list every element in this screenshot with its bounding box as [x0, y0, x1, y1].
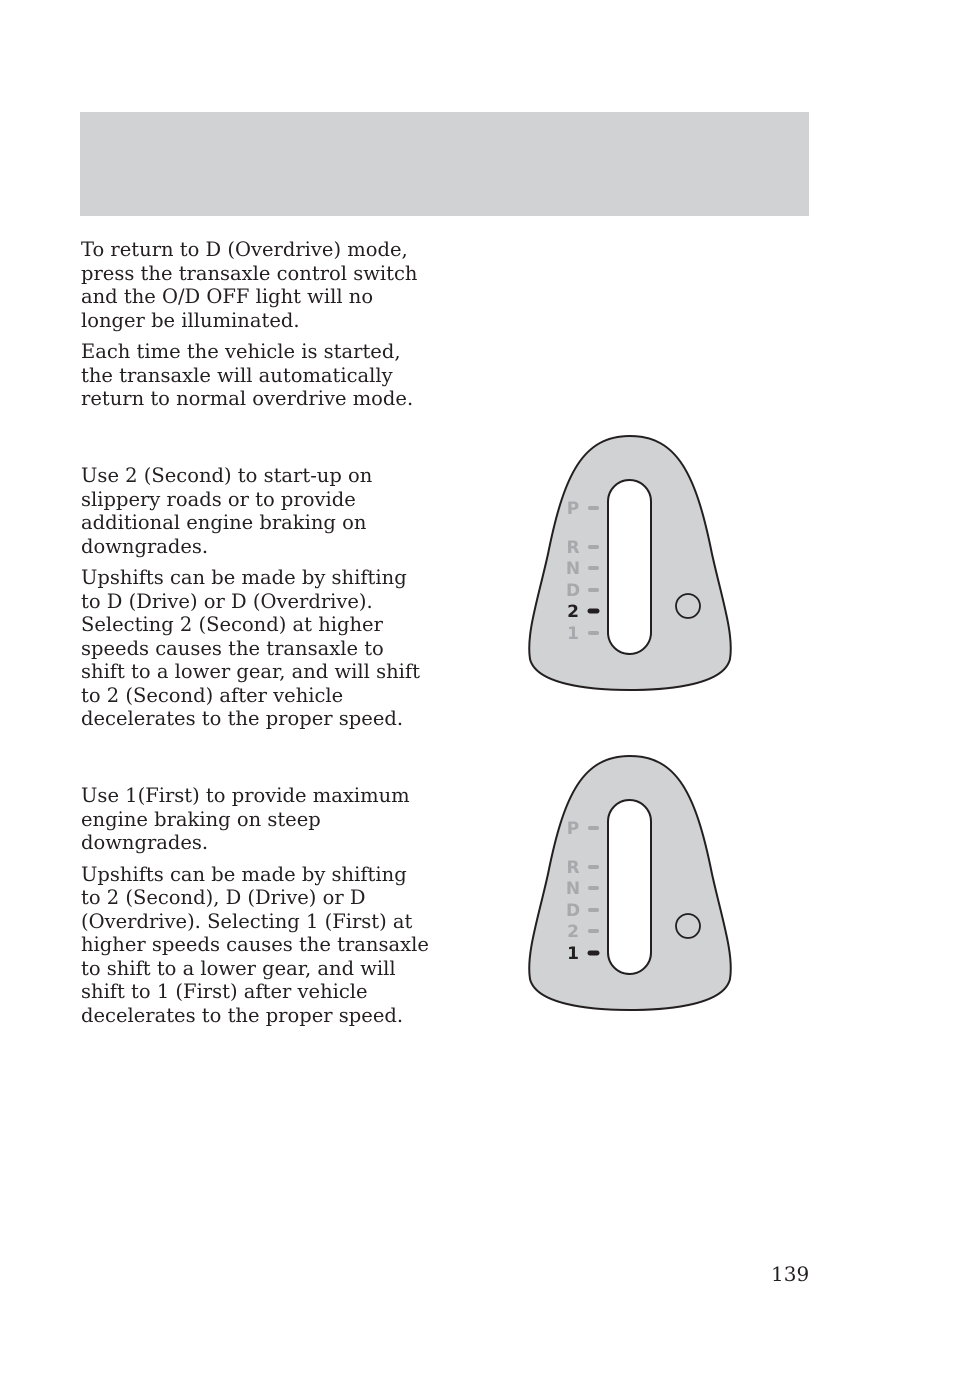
first-gear-section [81, 784, 431, 1035]
paragraph: To return to D (Overdrive) mode, press the transaxle control switch and the O/D OFF light will no longer be illuminated. [81, 238, 418, 332]
gear-label-2: 2 [567, 602, 579, 622]
overdrive-return-section [81, 238, 431, 419]
paragraph: Upshifts can be made by shifting to D (Drive) or D (Overdrive). Selecting 2 (Second) at higher speeds causes the transaxle to shift to a lower gear, and will shift to 2 (Second) after vehicle decelerates to the proper speed. [81, 566, 420, 730]
gear-label-D: D [565, 901, 581, 921]
gear-selector-illustration-first [528, 754, 732, 1012]
paragraph: Use 2 (Second) to start-up on slippery roads or to provide additional engine braking on downgrades. [81, 464, 373, 558]
gear-label-D: D [565, 581, 581, 601]
gear-selector-diagram [528, 754, 732, 1012]
gear-label-R: R [566, 858, 580, 878]
gear-label-R: R [566, 538, 580, 558]
second-gear-section [81, 464, 431, 739]
shift-slot [608, 480, 651, 654]
gear-label-N: N [565, 879, 581, 899]
gear-label-N: N [565, 559, 581, 579]
paragraph: Use 1(First) to provide maximum engine braking on steep downgrades. [81, 784, 410, 854]
gear-label-2: 2 [567, 922, 579, 942]
header-band [80, 112, 809, 216]
gear-label-1: 1 [567, 944, 579, 964]
gear-selector-diagram [528, 434, 732, 692]
gear-label-P: P [566, 499, 580, 519]
gear-label-P: P [566, 819, 580, 839]
paragraph: Each time the vehicle is started, the transaxle will automatically return to normal overdrive mode. [81, 340, 414, 410]
gear-selector-illustration-second [528, 434, 732, 692]
gear-label-1: 1 [567, 624, 579, 644]
page-number: 139 [771, 1262, 810, 1286]
shift-slot [608, 800, 651, 974]
paragraph: Upshifts can be made by shifting to 2 (Second), D (Drive) or D (Overdrive). Selecting 1 (First) at higher speeds causes the transaxle to shift to a lower gear, and will shift to 1 (First) after vehicle decelerates to the proper speed. [81, 862, 429, 1027]
